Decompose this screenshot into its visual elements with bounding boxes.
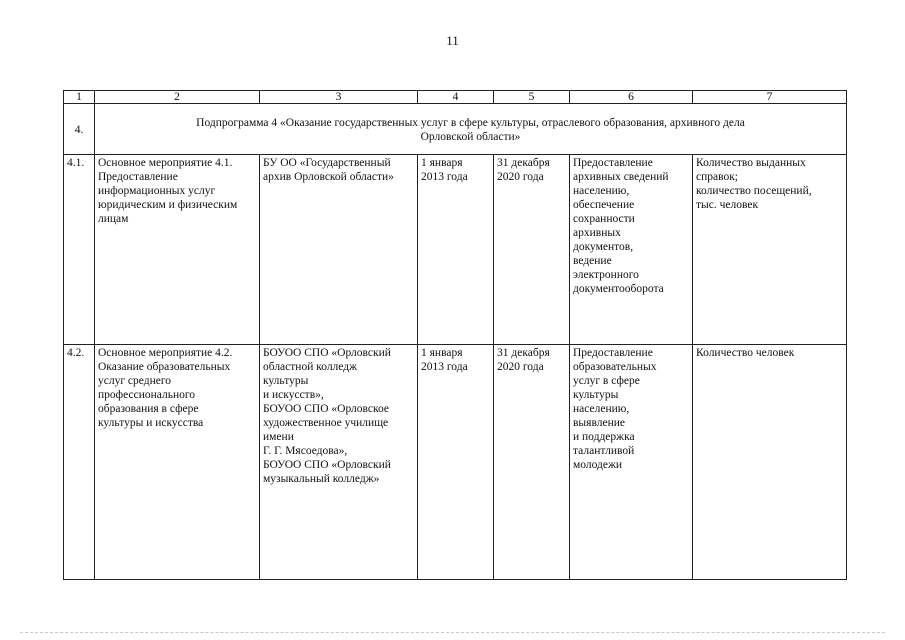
scan-edge-line: [20, 632, 885, 633]
result-cell-line: талантливой: [573, 445, 635, 457]
result-cell-line: населению,: [573, 185, 630, 197]
indicator-cell: [693, 155, 847, 345]
indicator-cell-line: справок;: [696, 171, 738, 183]
start-date-cell-line: 1 января: [421, 157, 463, 169]
executor-cell-line: художественное училище: [263, 417, 389, 429]
executor-cell: [260, 345, 418, 580]
start-date-cell: [418, 345, 494, 580]
result-cell-line: сохранности: [573, 213, 635, 225]
executor-cell-line: БОУОО СПО «Орловский: [263, 459, 391, 471]
row-number: 4.1.: [64, 155, 95, 345]
indicator-cell-line: Количество человек: [696, 347, 795, 359]
result-cell-line: культуры: [573, 389, 619, 401]
executor-cell-line: БОУОО СПО «Орловский: [263, 347, 391, 359]
result-cell: [570, 155, 693, 345]
start-date-cell-line: 2013 года: [421, 361, 468, 373]
end-date-cell: [494, 345, 570, 580]
indicator-cell-line: Количество выданных: [696, 157, 806, 169]
executor-cell-line: музыкальный колледж»: [263, 473, 380, 485]
event-cell-line: информационных услуг: [98, 185, 216, 197]
result-cell-line: электронного: [573, 269, 639, 281]
end-date-cell-line: 31 декабря: [497, 347, 550, 359]
result-cell-line: ведение: [573, 255, 612, 267]
column-number-1: 1: [64, 91, 95, 104]
end-date-cell-line: 2020 года: [497, 361, 544, 373]
executor-cell: [260, 155, 418, 345]
result-cell-line: обеспечение: [573, 199, 635, 211]
column-number-3: 3: [260, 91, 418, 104]
subprogram-title-line: Орловской области»: [420, 131, 521, 143]
result-cell-line: документооборота: [573, 283, 664, 295]
column-number-row: [64, 91, 847, 104]
start-date-cell: [418, 155, 494, 345]
event-cell-line: профессионального: [98, 389, 196, 401]
result-cell-line: и поддержка: [573, 431, 635, 443]
event-cell: [95, 155, 260, 345]
indicator-cell-line: тыс. человек: [696, 199, 759, 211]
start-date-cell-line: 1 января: [421, 347, 463, 359]
subprogram-row: [64, 104, 847, 155]
result-cell-line: услуг в сфере: [573, 375, 640, 387]
result-cell-line: документов,: [573, 241, 634, 253]
executor-cell-line: БУ ОО «Государственный: [263, 157, 391, 169]
indicator-cell: [693, 345, 847, 580]
result-cell-line: выявление: [573, 417, 625, 429]
event-cell-line: образования в сфере: [98, 403, 199, 415]
result-cell-line: архивных сведений: [573, 171, 669, 183]
subprogram-title: [95, 104, 847, 155]
table-row: [64, 345, 847, 580]
column-number-5: 5: [494, 91, 570, 104]
indicator-cell-line: количество посещений,: [696, 185, 812, 197]
result-cell-line: образовательных: [573, 361, 657, 373]
column-number-2: 2: [95, 91, 260, 104]
result-cell-line: Предоставление: [573, 347, 653, 359]
table-row: [64, 155, 847, 345]
subprogram-number: 4.: [64, 104, 95, 155]
executor-cell-line: областной колледж: [263, 361, 358, 373]
program-table: [63, 90, 847, 580]
column-number-7: 7: [693, 91, 847, 104]
column-number-6: 6: [570, 91, 693, 104]
end-date-cell-line: 31 декабря: [497, 157, 550, 169]
end-date-cell: [494, 155, 570, 345]
event-cell: [95, 345, 260, 580]
row-number: 4.2.: [64, 345, 95, 580]
result-cell-line: архивных: [573, 227, 621, 239]
event-cell-line: Основное мероприятие 4.1.: [98, 157, 233, 169]
subprogram-title-line: Подпрограмма 4 «Оказание государственных услуг в сфере культуры, отраслевого образования, архивного дела: [196, 117, 745, 129]
executor-cell-line: БОУОО СПО «Орловское: [263, 403, 390, 415]
event-cell-line: юридическим и физическим: [98, 199, 238, 211]
executor-cell-line: архив Орловской области»: [263, 171, 394, 183]
event-cell-line: лицам: [98, 213, 129, 225]
page-number: 11: [446, 33, 459, 48]
event-cell-line: культуры и искусства: [98, 417, 204, 429]
result-cell-line: Предоставление: [573, 157, 653, 169]
column-number-4: 4: [418, 91, 494, 104]
event-cell-line: Предоставление: [98, 171, 178, 183]
result-cell: [570, 345, 693, 580]
executor-cell-line: Г. Г. Мясоедова»,: [263, 445, 348, 457]
event-cell-line: Основное мероприятие 4.2.: [98, 347, 233, 359]
result-cell-line: населению,: [573, 403, 630, 415]
start-date-cell-line: 2013 года: [421, 171, 468, 183]
executor-cell-line: и искусств»,: [263, 389, 324, 401]
event-cell-line: услуг среднего: [98, 375, 172, 387]
end-date-cell-line: 2020 года: [497, 171, 544, 183]
result-cell-line: молодежи: [573, 459, 623, 471]
executor-cell-line: культуры: [263, 375, 309, 387]
executor-cell-line: имени: [263, 431, 294, 443]
event-cell-line: Оказание образовательных: [98, 361, 231, 373]
